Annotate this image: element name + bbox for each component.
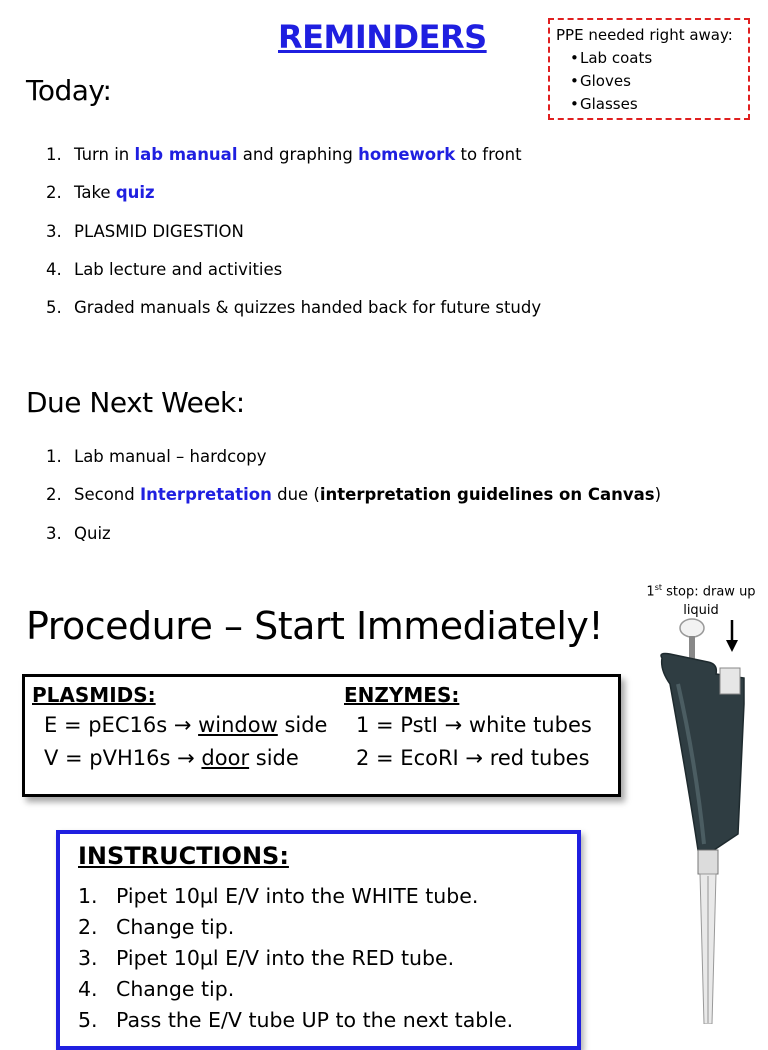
list-number: 2.	[46, 485, 62, 505]
today-heading: Today:	[26, 74, 112, 107]
plasmid-label: V = pVH16s →	[44, 746, 202, 770]
today-list	[46, 145, 541, 336]
enzyme-row: 2 = EcoRI → red tubes	[356, 746, 590, 770]
list-item	[46, 485, 661, 523]
plasmid-label: E = pEC16s →	[44, 713, 199, 737]
plasmids-heading: PLASMIDS:	[32, 683, 156, 707]
instruction-text: Pass the E/V tube UP to the next table.	[116, 1008, 514, 1032]
instructions-list	[78, 884, 513, 1039]
plasmid-row	[32, 742, 327, 775]
list-number: 5.	[46, 298, 62, 318]
instruction-number: 5.	[78, 1008, 98, 1032]
list-text: Second	[74, 485, 140, 505]
highlighted-text: lab manual	[134, 145, 238, 164]
due-next-week-list	[46, 447, 661, 562]
due-next-week-heading: Due Next Week:	[26, 386, 245, 419]
list-number: 3.	[46, 523, 62, 543]
plasmid-location: window	[198, 713, 278, 737]
list-text: due (	[271, 485, 320, 505]
instruction-text: Change tip.	[116, 977, 235, 1001]
instruction-item	[78, 915, 513, 946]
pipette-image	[648, 614, 766, 1024]
highlighted-text: Interpretation	[139, 485, 272, 505]
list-text: Take	[74, 183, 116, 203]
list-text: Lab manual – hardcopy	[74, 447, 267, 466]
enzyme-row: 1 = PstI → white tubes	[356, 713, 592, 737]
instruction-text: Change tip.	[116, 915, 235, 939]
instructions-box	[56, 830, 581, 1050]
list-text: to front	[455, 145, 522, 164]
list-item	[46, 260, 541, 298]
instruction-number: 3.	[78, 946, 98, 970]
instruction-number: 4.	[78, 977, 98, 1001]
highlighted-text: homework	[358, 145, 456, 164]
list-text: PLASMID DIGESTION	[74, 221, 244, 241]
down-arrow-icon	[726, 620, 738, 652]
plasmids-column	[32, 681, 327, 775]
plasmids-enzymes-box	[22, 674, 621, 797]
page-title: REMINDERS	[278, 18, 487, 56]
list-number: 2.	[46, 183, 62, 203]
ppe-item: • Lab coats	[570, 47, 742, 70]
instruction-text: Pipet 10µl E/V into the RED tube.	[116, 946, 455, 970]
instruction-item	[78, 977, 513, 1008]
list-item	[46, 298, 541, 336]
list-item	[46, 183, 541, 221]
list-text: Graded manuals & quizzes handed back for future study	[74, 298, 542, 318]
instruction-number: 1.	[78, 884, 98, 908]
procedure-heading: Procedure – Start Immediately!	[26, 604, 604, 648]
plasmid-row	[32, 709, 327, 742]
ppe-heading: PPE needed right away:	[556, 26, 733, 44]
bold-text: interpretation guidelines on Canvas	[319, 485, 655, 505]
instruction-number: 2.	[78, 915, 98, 939]
instruction-item	[78, 884, 513, 915]
instruction-text: Pipet 10µl E/V into the WHITE tube.	[116, 884, 479, 908]
list-number: 1.	[46, 145, 62, 164]
ppe-reminder-box	[548, 18, 750, 120]
plasmid-suffix: side	[277, 713, 328, 737]
plasmid-location: door	[201, 746, 250, 770]
list-text: Quiz	[74, 523, 111, 543]
list-item	[46, 222, 541, 260]
stop-number: 1	[646, 584, 655, 600]
list-number: 1.	[46, 447, 62, 466]
instruction-item	[78, 946, 513, 977]
list-text: Lab lecture and activities	[74, 259, 283, 279]
list-text: Turn in	[74, 145, 135, 164]
instructions-heading: INSTRUCTIONS:	[78, 842, 289, 870]
stop-superscript: st	[654, 583, 663, 592]
list-number: 3.	[46, 221, 62, 241]
list-text: and graphing	[237, 145, 359, 164]
list-item	[46, 524, 661, 562]
list-text: )	[654, 485, 662, 505]
ppe-list	[556, 47, 742, 116]
plasmid-suffix: side	[249, 746, 299, 770]
highlighted-text: quiz	[115, 183, 155, 203]
list-item	[46, 447, 661, 485]
list-number: 4.	[46, 259, 62, 279]
ppe-item: • Glasses	[570, 93, 742, 116]
enzymes-heading: ENZYMES:	[344, 683, 460, 707]
enzymes-column	[344, 681, 592, 775]
stop-text: stop: draw up liquid	[662, 584, 756, 619]
ppe-item: • Gloves	[570, 70, 742, 93]
list-item	[46, 145, 541, 183]
